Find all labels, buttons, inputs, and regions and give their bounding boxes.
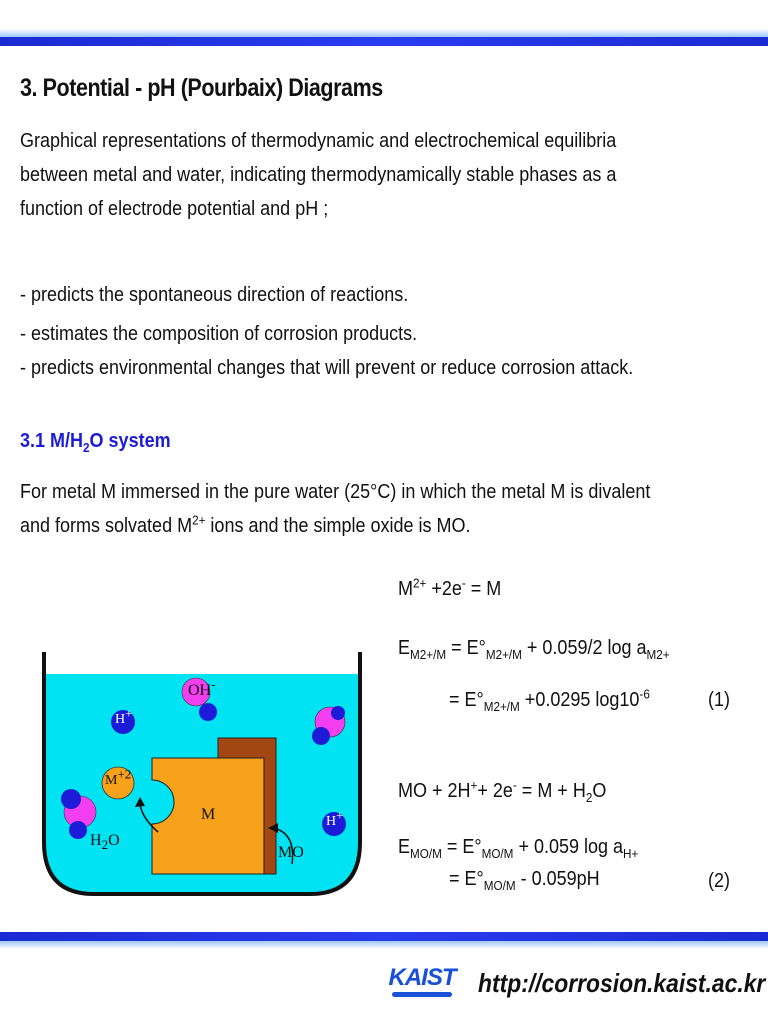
equation-number-2: (2): [708, 870, 731, 892]
water-label: $H_2O$: [90, 832, 120, 853]
reaction-2: MO + $2H^++ 2e^- = M + H_2O$: [398, 777, 607, 805]
oh-label: OH-: [188, 676, 216, 699]
kaist-logo-text: KAIST: [388, 964, 456, 991]
h-plus-label-left: H+: [115, 705, 133, 727]
footer-url[interactable]: http://corrosion.kaist.ac.kr: [478, 968, 766, 998]
section-desc-2: and forms solvated $M^{2+}$ ions and the simple oxide is MO.: [20, 512, 471, 537]
oxide-label: MO: [278, 844, 304, 861]
intro-line-2: between metal and water, indicating thermodynamically stable phases as a: [20, 164, 617, 186]
top-band-light: [0, 29, 768, 37]
bottom-band-light: [0, 941, 768, 949]
m2-label: $M^{+2}$: [105, 766, 132, 788]
equation-2b: = $E^\circ_{MO/M} - 0.059pH$: [449, 868, 600, 893]
kaist-logo: [388, 964, 456, 1000]
h-plus-label-right: H+: [326, 807, 344, 829]
page-title: 3. Potential - pH (Pourbaix) Diagrams: [20, 74, 383, 102]
equation-number-1: (1): [708, 689, 731, 711]
reaction-1: $M^{2+} +2e^- = M$: [398, 575, 502, 600]
bullet-1: - predicts the spontaneous direction of reactions.: [20, 284, 409, 306]
corrosion-diagram: [38, 652, 366, 900]
equation-2a: $E_{MO/M} = E^\circ_{MO/M} + 0.059$ $\log a_{H+}$: [398, 836, 639, 861]
bullet-3: - predicts environmental changes that will prevent or reduce corrosion attack.: [20, 357, 634, 379]
bullet-2: - estimates the composition of corrosion products.: [20, 323, 418, 345]
intro-line-1: Graphical representations of thermodynamic and electrochemical equilibria: [20, 130, 617, 152]
section-heading: 3.1 $M/H_2O$ system: [20, 430, 171, 455]
bottom-band-dark: [0, 932, 768, 941]
equation-1b: = $E^\circ_{M2+/M} +0.0295$ $\log 10^{-6}$: [449, 686, 650, 714]
intro-line-3: function of electrode potential and pH ;: [20, 198, 329, 220]
kaist-logo-swoosh: [392, 992, 452, 997]
equation-1a: $E_{M2+/M} = E^\circ_{M2+/M} + 0.059/2$ $\log a_{M2+}$: [398, 637, 670, 662]
section-desc-1: For metal M immersed in the pure water (25°C) in which the metal M is divalent: [20, 481, 651, 503]
metal-label: M: [201, 806, 216, 823]
top-band-dark: [0, 37, 768, 46]
